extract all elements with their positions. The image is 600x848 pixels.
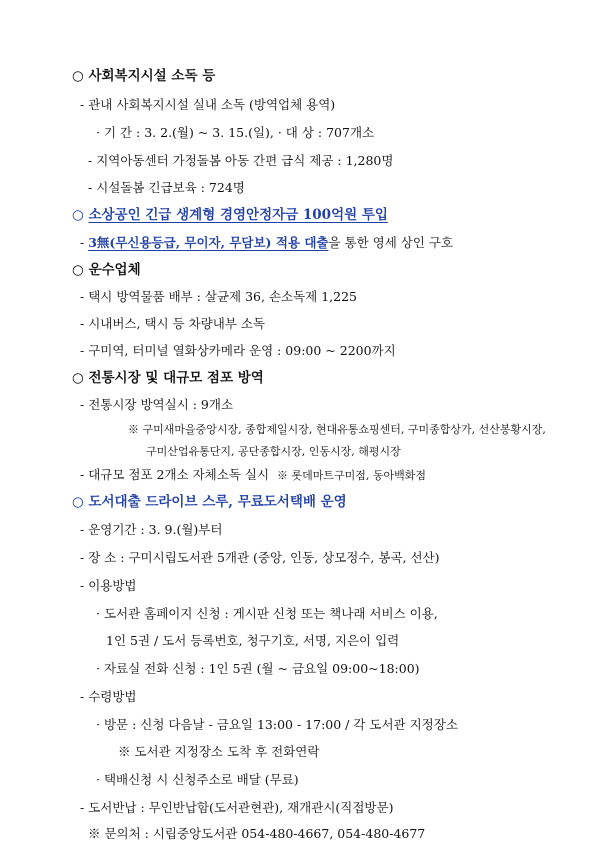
welfare-line-3: - 지역아동센터 가정돌봄 아동 간편 급식 제공 : 1,280명 bbox=[88, 153, 394, 168]
welfare-line-1: - 관내 사회복지시설 실내 소독 (방역업체 용역) bbox=[80, 97, 336, 112]
library-line-11: - 도서반납 : 무인반납함(도서관현관), 재개관시(직접방문) bbox=[80, 800, 394, 815]
section-heading-welfare: ○ 사회복지시설 소독 등 bbox=[72, 68, 216, 84]
loan-highlight: 3無(무신용등급, 무이자, 무담보) 적용 대출 bbox=[88, 235, 329, 250]
library-line-4: · 도서관 홈페이지 신청 : 게시판 신청 또는 책나래 서비스 이용, bbox=[96, 606, 438, 621]
transport-line-3: - 구미역, 터미널 열화상카메라 운영 : 09:00 ~ 2200까지 bbox=[80, 343, 396, 358]
small-business-line-1 bbox=[80, 235, 453, 251]
library-line-8: · 방문 : 신청 다음날 - 금요일 13:00 - 17:00 / 각 도서관 지정장소 bbox=[96, 717, 458, 732]
heading-text: 소상공인 긴급 생계형 경영안정자금 100억원 투입 bbox=[88, 207, 388, 223]
library-line-1: - 운영기간 : 3. 9.(월)부터 bbox=[80, 522, 223, 537]
markets-note-1: ※ 구미새마을중앙시장, 종합제일시장, 현대유통쇼핑센터, 구미종합상가, 선산봉황시장, bbox=[128, 423, 546, 436]
line-prefix: - bbox=[80, 235, 89, 250]
store-note: ※ 롯데마트구미점, 동아백화점 bbox=[276, 469, 426, 482]
heading-bullet: ○ bbox=[72, 207, 89, 223]
section-heading-library: ○ 도서대출 드라이브 스루, 무료도서택배 운영 bbox=[72, 494, 347, 510]
library-line-2: - 장 소 : 구미시립도서관 5개관 (중앙, 인동, 상모정수, 봉곡, 선산) bbox=[80, 550, 440, 565]
markets-line-2 bbox=[80, 467, 426, 484]
transport-line-2: - 시내버스, 택시 등 차량내부 소독 bbox=[80, 316, 266, 331]
library-line-6: · 자료실 전화 신청 : 1인 5권 (월 ~ 금요일 09:00~18:00) bbox=[96, 661, 420, 676]
store-disinfection: - 대규모 점포 2개소 자체소독 실시 bbox=[80, 467, 270, 482]
library-line-3: - 이용방법 bbox=[80, 578, 137, 593]
markets-note-2: 구미산업유통단지, 공단종합시장, 인동시장, 해평시장 bbox=[146, 445, 401, 458]
library-line-10: · 택배신청 시 신청주소로 배달 (무료) bbox=[96, 772, 299, 787]
library-contact: ※ 문의처 : 시립중앙도서관 054-480-4667, 054-480-4677 bbox=[88, 826, 426, 841]
library-line-7: - 수령방법 bbox=[80, 689, 137, 704]
section-heading-small-business bbox=[72, 207, 388, 223]
markets-line-1: - 전통시장 방역실시 : 9개소 bbox=[80, 397, 234, 412]
section-heading-markets: ○ 전통시장 및 대규모 점포 방역 bbox=[72, 370, 264, 386]
library-line-9: ※ 도서관 지정장소 도착 후 전화연락 bbox=[118, 744, 320, 759]
welfare-line-4: - 시설돌봄 긴급보육 : 724명 bbox=[88, 180, 245, 195]
transport-line-1: - 택시 방역물품 배부 : 살균제 36, 손소독제 1,225 bbox=[80, 289, 358, 304]
section-heading-transport: ○ 운수업체 bbox=[72, 262, 141, 278]
welfare-line-2: · 기 간 : 3. 2.(월) ~ 3. 15.(일), · 대 상 : 707개소 bbox=[96, 125, 375, 140]
line-rest: 을 통한 영세 상인 구호 bbox=[328, 235, 454, 250]
library-line-5: 1인 5권 / 도서 등록번호, 청구기호, 서명, 지은이 입력 bbox=[106, 633, 400, 648]
